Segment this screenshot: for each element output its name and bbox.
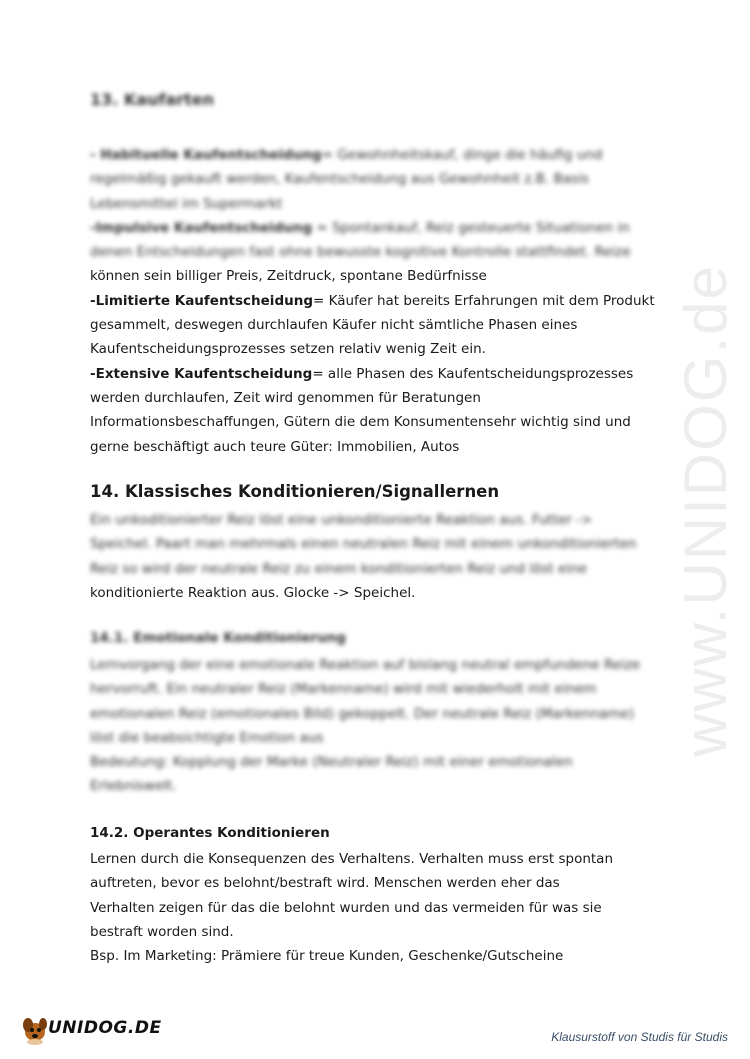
text-line bbox=[90, 944, 665, 968]
text-run: = Spontankauf, Reiz gesteuerte Situationen in bbox=[312, 219, 630, 236]
text-line bbox=[90, 847, 665, 871]
section-14-1-body bbox=[90, 653, 665, 799]
text-line bbox=[90, 750, 665, 774]
text-line bbox=[90, 264, 665, 288]
text-line bbox=[90, 435, 665, 459]
text-run: Ein unkoditionierter Reiz löst eine unkonditionierte Reaktion aus. Futter -> bbox=[90, 512, 593, 528]
text-run: hervorruft. Ein neutraler Reiz (Markenname) wird mit wiederholt mit einem bbox=[90, 681, 597, 698]
section-14-1-heading: 14.1. Emotionale Konditionierung bbox=[90, 630, 346, 646]
text-run: Kaufentscheidungsprozesses setzen relativ wenig Zeit ein. bbox=[90, 341, 486, 358]
text-line bbox=[90, 410, 665, 434]
text-run: Erlebniswelt. bbox=[90, 778, 177, 795]
text-line bbox=[90, 143, 665, 167]
text-line bbox=[90, 581, 665, 605]
text-run: gerne beschäftigt auch teure Güter: Immobilien, Autos bbox=[90, 438, 460, 455]
bold-term: -Impulsive Kaufentscheidung bbox=[90, 219, 313, 236]
section-14-2-heading: 14.2. Operantes Konditionieren bbox=[90, 825, 330, 841]
text-run: Bsp. Im Marketing: Prämiere für treue Kunden, Geschenke/Gutscheine bbox=[90, 948, 564, 965]
text-run: = Gewohnheitskauf, dinge die häufig und bbox=[321, 147, 603, 163]
footer-slogan: Klausurstoff von Studis für Studis bbox=[551, 1030, 728, 1044]
text-run: werden durchlaufen, Zeit wird genommen für Beratungen bbox=[90, 389, 481, 406]
text-run: Lernvorgang der eine emotionale Reaktion auf bislang neutral empfundene Reize bbox=[90, 657, 641, 673]
text-line bbox=[90, 774, 665, 798]
text-run: Speichel. Paart man mehrmals einen neutralen Reiz mit einem unkonditionierten bbox=[90, 536, 637, 553]
section-13-body bbox=[90, 143, 665, 459]
text-line bbox=[90, 702, 665, 726]
bold-term: -Limitierte Kaufentscheidung bbox=[90, 292, 313, 309]
text-line bbox=[90, 920, 665, 944]
text-line bbox=[90, 896, 665, 920]
text-line bbox=[90, 240, 665, 264]
bold-term: - Habituelle Kaufentscheidung bbox=[90, 147, 322, 163]
text-line bbox=[90, 871, 665, 895]
text-run: Bedeutung: Kopplung der Marke (Neutraler Reiz) mit einer emotionalen bbox=[90, 754, 573, 771]
text-run: auftreten, bevor es belohnt/bestraft wird. Menschen werden eher das bbox=[90, 875, 560, 892]
section-14-2-body bbox=[90, 847, 665, 968]
bold-term: -Extensive Kaufentscheidung bbox=[90, 365, 313, 382]
text-line bbox=[90, 726, 665, 750]
text-run: konditionierte Reaktion aus. Glocke -> Speichel. bbox=[90, 584, 416, 601]
text-run: Reiz so wird der neutrale Reiz zu einem konditionierten Reiz und löst eine bbox=[90, 560, 587, 577]
text-run: löst die beabsichtigte Emotion aus bbox=[90, 729, 324, 746]
text-run: regelmäßig gekauft werden, Kaufentscheidung aus Gewohnheit z.B. Basis bbox=[90, 171, 589, 188]
text-line bbox=[90, 216, 665, 240]
text-line bbox=[90, 313, 665, 337]
text-run: = Käufer hat bereits Erfahrungen mit dem Produkt bbox=[313, 292, 655, 309]
watermark-text: www.UNIDOG.de bbox=[671, 263, 739, 757]
text-run: Lernen durch die Konsequenzen des Verhaltens. Verhalten muss erst spontan bbox=[90, 851, 614, 867]
text-line bbox=[90, 532, 665, 556]
text-run: Informationsbeschaffungen, Gütern die dem Konsumentensehr wichtig sind und bbox=[90, 414, 631, 431]
text-line bbox=[90, 167, 665, 191]
text-line bbox=[90, 337, 665, 361]
text-run: emotionalen Reiz (emotionales Bild) gekoppelt. Der neutrale Reiz (Markenname) bbox=[90, 705, 635, 722]
text-line bbox=[90, 289, 665, 313]
unidog-logo bbox=[18, 1012, 162, 1048]
text-run: Lebensmittel im Supermarkt bbox=[90, 195, 283, 212]
text-line bbox=[90, 557, 665, 581]
text-line bbox=[90, 386, 665, 410]
text-run: gesammelt, deswegen durchlaufen Käufer nicht sämtliche Phasen eines bbox=[90, 317, 578, 334]
logo-text: UNIDOG.DE bbox=[48, 1018, 162, 1038]
text-line bbox=[90, 677, 665, 701]
text-run: bestraft worden sind. bbox=[90, 923, 234, 940]
text-run: Verhalten zeigen für das die belohnt wurden und das vermeiden für was sie bbox=[90, 899, 602, 916]
dog-mascot-icon bbox=[18, 1012, 52, 1046]
text-line bbox=[90, 362, 665, 386]
text-line bbox=[90, 508, 665, 532]
text-run: denen Entscheidungen fast ohne bewusste kognitive Kontrolle stattfindet. Reize bbox=[90, 244, 631, 261]
text-line bbox=[90, 192, 665, 216]
text-run: können sein billiger Preis, Zeitdruck, spontane Bedürfnisse bbox=[90, 268, 487, 285]
text-line bbox=[90, 653, 665, 677]
text-run: = alle Phasen des Kaufentscheidungsprozesses bbox=[312, 365, 634, 382]
section-14-body bbox=[90, 508, 665, 605]
section-14-heading: 14. Klassisches Konditionieren/Signallernen bbox=[90, 482, 500, 501]
section-13-heading: 13. Kaufarten bbox=[90, 90, 215, 109]
